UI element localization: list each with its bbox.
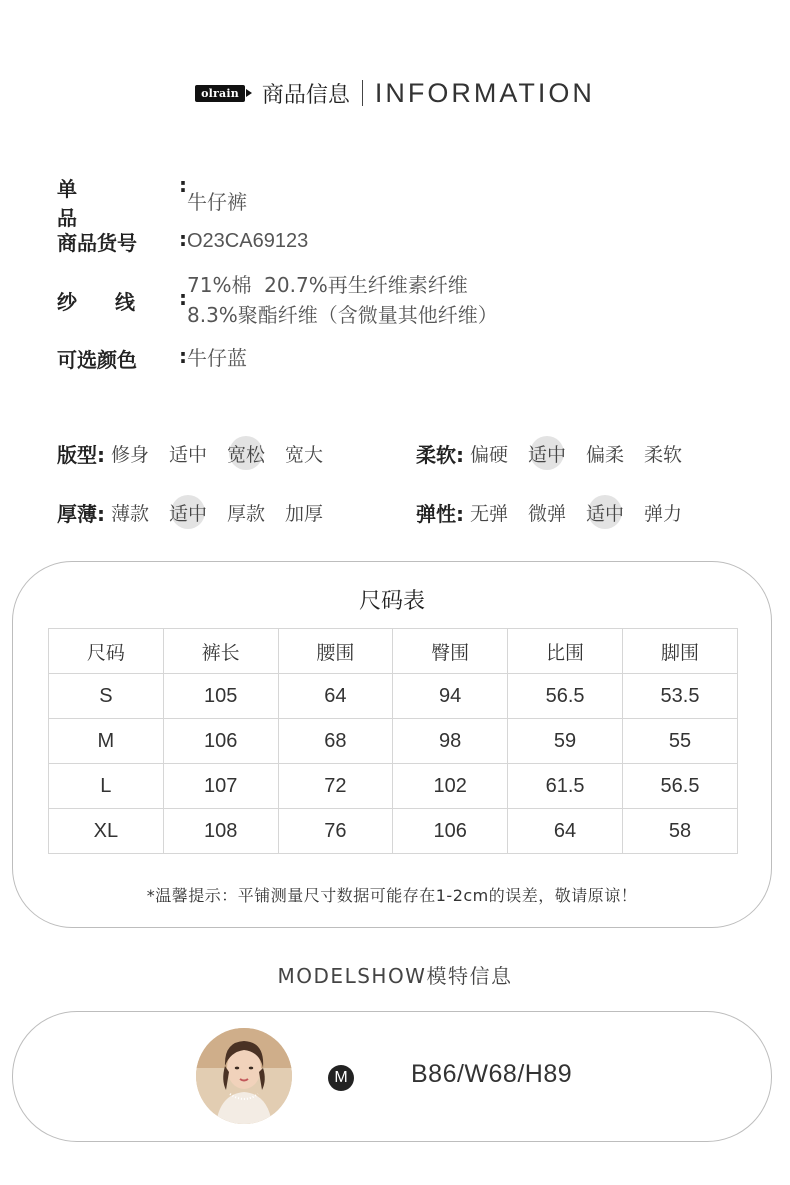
size-table [48, 628, 738, 854]
header-title-cn: 商品信息 [261, 82, 350, 108]
size-table-cell: 59 [508, 719, 623, 764]
size-table-header-cell: 比围 [508, 629, 623, 674]
size-table-cell: 72 [278, 764, 393, 809]
size-table-cell: 76 [278, 809, 393, 854]
attr-softness-option-selected: 适中 [528, 440, 566, 467]
model-measurements: B86/W68/H89 [411, 1060, 573, 1088]
attr-thickness-option: 厚款 [227, 502, 266, 525]
size-table-cell: 107 [163, 764, 278, 809]
info-label-yarn: 纱线 : [57, 285, 187, 314]
attr-elasticity-label: 弹性: [416, 501, 464, 526]
attr-elasticity-option-selected: 适中 [586, 499, 624, 526]
model-size-badge: M [328, 1065, 354, 1091]
size-table-cell: 94 [393, 674, 508, 719]
info-value-yarn-line1: 71%棉 20.7%再生纤维素纤维 [187, 273, 468, 297]
model-section-title: MODELSHOW模特信息 [277, 964, 513, 988]
size-table-row [49, 809, 738, 854]
logo-arrow-icon [246, 89, 252, 97]
size-table-header-row [49, 629, 738, 674]
info-row-item [57, 173, 247, 231]
size-table-cell: 64 [508, 809, 623, 854]
attr-fit-option: 修身 [111, 443, 150, 466]
attr-thickness-option: 薄款 [111, 502, 150, 525]
size-table-cell: 108 [163, 809, 278, 854]
info-label-color: 可选颜色 : [57, 343, 187, 372]
size-table-cell: 102 [393, 764, 508, 809]
size-table-cell: 64 [278, 674, 393, 719]
size-table-cell: 98 [393, 719, 508, 764]
size-table-cell: 58 [623, 809, 738, 854]
info-label-item: 单品 : [57, 173, 187, 230]
model-avatar [196, 1028, 292, 1124]
size-table-header-cell: 脚围 [623, 629, 738, 674]
size-table-row [49, 764, 738, 809]
model-portrait-image [196, 1028, 292, 1124]
info-label-item-text [57, 173, 153, 231]
info-value-item: 牛仔裤 [187, 190, 247, 214]
size-table-cell: 106 [393, 809, 508, 854]
info-label-yarn-text: 纱线 [57, 289, 173, 314]
size-table-row [49, 674, 738, 719]
model-card [12, 1011, 772, 1142]
size-table-cell: 53.5 [623, 674, 738, 719]
attr-elasticity-option: 微弹 [528, 502, 567, 525]
size-table-cell: 105 [163, 674, 278, 719]
attr-fit-option-selected: 宽松 [227, 440, 265, 467]
attr-softness-option: 柔软 [644, 443, 683, 466]
attr-thickness-label: 厚薄: [57, 501, 105, 526]
attr-softness-option: 偏硬 [470, 443, 509, 466]
attr-elasticity-option: 弹力 [644, 502, 683, 525]
info-value-yarn [187, 270, 498, 330]
section-header [0, 76, 790, 110]
size-table-cell: 61.5 [508, 764, 623, 809]
size-table-cell: 56.5 [623, 764, 738, 809]
attr-thickness-option: 加厚 [285, 502, 324, 525]
attr-fit-option: 适中 [169, 443, 208, 466]
size-table-cell: L [49, 764, 164, 809]
info-label-sku-text: 商品货号 [57, 230, 137, 255]
header-divider [362, 80, 363, 106]
size-chart-title: 尺码表 [358, 589, 425, 614]
info-value-yarn-line2: 8.3%聚酯纤维（含微量其他纤维） [187, 303, 498, 327]
size-chart-card [12, 561, 772, 928]
info-label-sku: 商品货号 : [57, 226, 187, 255]
attr-thickness [57, 494, 343, 530]
info-value-sku: O23CA69123 [187, 230, 309, 252]
attr-elasticity-option: 无弹 [470, 502, 509, 525]
attr-softness-option: 偏柔 [586, 443, 625, 466]
size-table-header-cell: 臀围 [393, 629, 508, 674]
size-table-header-cell: 腰围 [278, 629, 393, 674]
attr-softness [416, 435, 702, 471]
size-table-cell: M [49, 719, 164, 764]
size-chart-note: *温馨提示：平铺测量尺寸数据可能存在1-2cm的误差，敬请原谅！ [146, 886, 638, 905]
size-table-cell: 56.5 [508, 674, 623, 719]
attr-fit [57, 435, 343, 471]
size-table-header-cell: 裤长 [163, 629, 278, 674]
attr-thickness-option-selected: 适中 [169, 499, 207, 526]
info-row-yarn [57, 270, 498, 330]
info-row-sku [57, 226, 308, 256]
size-table-cell: 106 [163, 719, 278, 764]
brand-logo-text: olrain [195, 85, 245, 102]
attr-fit-label: 版型: [57, 442, 105, 467]
attr-softness-label: 柔软: [416, 442, 464, 467]
size-table-cell: 55 [623, 719, 738, 764]
info-row-color [57, 343, 247, 373]
size-table-header-cell: 尺码 [49, 629, 164, 674]
size-table-row [49, 719, 738, 764]
info-label-color-text: 可选颜色 [57, 347, 137, 372]
attr-elasticity [416, 494, 702, 530]
info-label-item-value: 单品 [57, 177, 115, 230]
brand-logo [195, 85, 252, 102]
info-value-color: 牛仔蓝 [187, 346, 247, 370]
header-title-en: INFORMATION [374, 77, 595, 108]
attr-fit-option: 宽大 [285, 443, 324, 466]
size-table-cell: S [49, 674, 164, 719]
size-table-cell: 68 [278, 719, 393, 764]
size-table-cell: XL [49, 809, 164, 854]
